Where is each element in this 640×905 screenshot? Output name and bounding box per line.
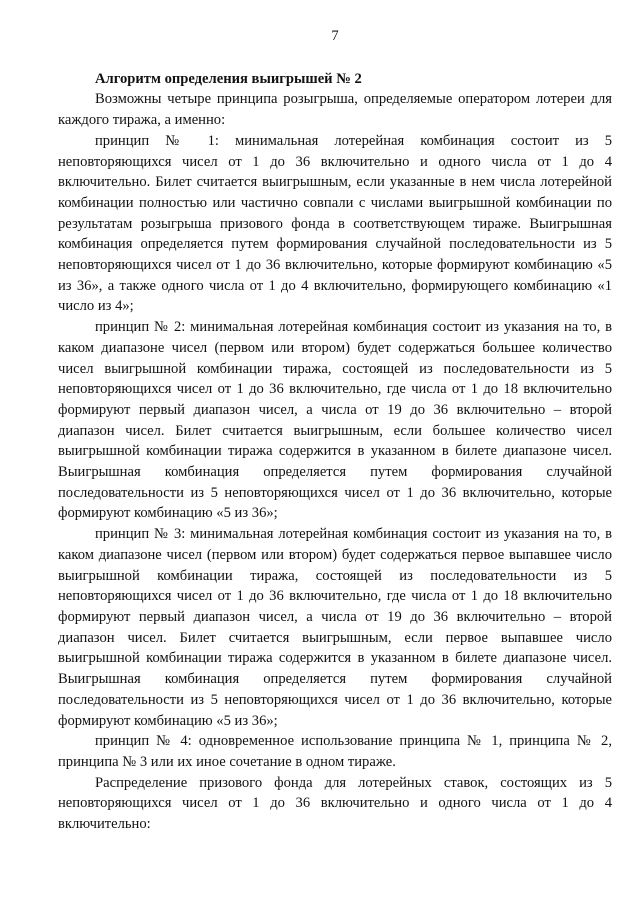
- paragraph-principle-1: принцип № 1: минимальная лотерейная комбинация состоит из 5 неповторяющихся чисел от 1 до 36 включительно и одного числа от 1 до 4 включительно. Билет считается выигрышным, если указанные в нем числа лотерейной комбинации полностью или частично совпали с числами выигрышной комбинации по результатам розыгрыша призового фонда в соответствующем тираже. Выигрышная комбинация определяется путем формирования случайной последовательности из 5 неповторяющихся чисел от 1 до 36 включительно, которые формируют комбинацию «5 из 36», а также одного числа от 1 до 4 включительно, формирующего комбинацию «1 число из 4»;: [58, 132, 612, 315]
- paragraph-principle-2: принцип № 2: минимальная лотерейная комбинация состоит из указания на то, в каком диапазоне чисел (первом или втором) будет содержаться большее количество чисел выигрышной комбинации тиража, состоящей из последовательности из 5 неповторяющихся чисел от 1 до 36 включительно, где числа от 1 до 18 включительно формируют первый диапазон чисел, а числа от 19 до 36 включительно – второй диапазон чисел. Билет считается выигрышным, если большее количество чисел выигрышной комбинации тиража содержится в указанном в билете диапазоне чисел. Выигрышная комбинация определяется путем формирования случайной последовательности из 5 неповторяющихся чисел от 1 до 36 включительно, которые формируют комбинацию «5 из 36»;: [58, 319, 612, 522]
- page-number: 7: [331, 28, 339, 44]
- paragraph-intro: Возможны четыре принципа розыгрыша, определяемые оператором лотереи для каждого тиража, а именно:: [58, 91, 612, 129]
- paragraph-prize-distribution: Распределение призового фонда для лотерейных ставок, состоящих из 5 неповторяющихся чисел от 1 до 36 включительно и одного числа от 1 до 4 включительно:: [58, 774, 612, 833]
- paragraph-principle-4: принцип № 4: одновременное использование принципа № 1, принципа № 2, принципа № 3 или их иное сочетание в одном тираже.: [58, 733, 612, 770]
- paragraph-principle-3: принцип № 3: минимальная лотерейная комбинация состоит из указания на то, в каком диапазоне чисел (первом или втором) будет содержаться первое выпавшее число выигрышной комбинации тиража, состоящей из последовательности из 5 неповторяющихся чисел от 1 до 36 включительно, где числа от 1 до 18 включительно формируют первый диапазон чисел, а числа от 19 до 36 включительно – второй диапазон чисел. Билет считается выигрышным, если первое выпавшее число выигрышной комбинации тиража содержится в указанном в билете диапазоне чисел. Выигрышная комбинация определяется путем формирования случайной последовательности из 5 неповторяющихся чисел от 1 до 36 включительно, которые формируют комбинацию «5 из 36»;: [58, 526, 612, 729]
- section-heading: Алгоритм определения выигрышей № 2: [95, 70, 362, 87]
